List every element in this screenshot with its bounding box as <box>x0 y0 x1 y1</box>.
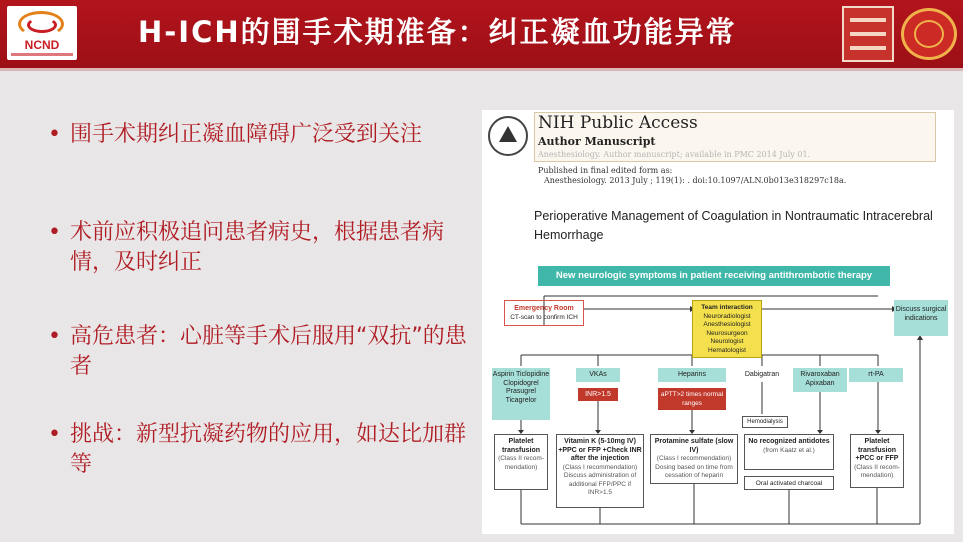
hemodialysis-box: Hemodialysis <box>742 416 788 428</box>
bullet-item: • 围手术期纠正凝血障碍广泛受到关注 <box>44 120 474 218</box>
antiplatelet-category: Aspirin Ticlopidine Clopidogrel Prasugrel Ticagrelor <box>492 368 550 420</box>
bullet-list <box>44 120 474 480</box>
rtpa-category: rt-PA <box>849 368 903 382</box>
vka-category: VKAs <box>576 368 620 382</box>
platelet-transfusion-box <box>494 434 548 490</box>
hospital-logo <box>842 6 894 62</box>
paper-excerpt <box>482 110 954 534</box>
citation-line: Anesthesiology. 2013 July ; 119(1): . doi:10.1097/ALN.0b013e318297c18a. <box>544 176 847 185</box>
nih-title: NIH Public Access <box>538 113 698 133</box>
rtpa-title: Platelet transfusion +PCC or FFP <box>855 438 899 462</box>
team-members: Neuroradiologist Anesthesiologist Neurosurgeon Neurologist Hematologist <box>703 312 751 354</box>
protamine-note: (Class I recommendation) Dosing based on time from cessation of heparin <box>655 455 733 479</box>
dabigatran-category: Dabigatran <box>736 368 788 382</box>
university-seal-logo <box>901 8 957 60</box>
published-line: Published in final edited form as: <box>538 166 673 175</box>
no-antidote-box <box>744 434 834 470</box>
flowchart-banner: New neurologic symptoms in patient receiving antithrombotic therapy <box>538 266 890 286</box>
rtpa-treatment-box <box>850 434 904 488</box>
platelet-title: Platelet transfusion <box>501 438 541 454</box>
protamine-title: Protamine sulfate (slow IV) <box>654 438 734 454</box>
bullet-item: • 挑战：新型抗凝药物的应用，如达比加群等 <box>44 420 474 480</box>
rivaroxaban-category: Rivaroxaban Apixaban <box>793 368 847 392</box>
nih-subtitle: Author Manuscript <box>538 135 656 148</box>
ncnd-logo-subline <box>11 53 73 56</box>
vitk-note: (Class I recommendation) Discuss administration of additional FFP/PPC if INR>1.5 <box>562 463 638 496</box>
bullet-item: • 高危患者：心脏等手术后服用“双抗”的患者 <box>44 322 474 420</box>
nih-availability-note: Anesthesiology. Author manuscript; available in PMC 2014 July 01. <box>538 150 811 159</box>
vitk-title: Vitamin K (5-10mg IV) +PPC or FFP +Check INR after the injection <box>558 438 642 462</box>
heparins-category: Heparins <box>658 368 726 382</box>
header-bar <box>0 0 963 68</box>
aptt-threshold: aPTT>2 times normal ranges <box>658 388 726 410</box>
ncnd-logo <box>7 6 77 60</box>
header-divider <box>0 68 963 71</box>
vitamin-k-box <box>556 434 644 508</box>
article-title: Perioperative Management of Coagulation in Nontraumatic Intracerebral Hemorrhage <box>534 209 933 242</box>
inr-threshold: INR>1.5 <box>578 388 618 401</box>
protamine-box <box>650 434 738 484</box>
discuss-surgery-box: Discuss surgical indications <box>894 300 948 336</box>
noantidote-title: No recognized antidotes <box>748 438 830 445</box>
noantidote-note: (from Kaatz et al.) <box>763 446 815 454</box>
er-title: Emergency Room <box>514 305 574 312</box>
slide-title: H-ICH的围手术期准备：纠正凝血功能异常 <box>138 15 737 49</box>
team-title: Team interaction <box>701 304 753 311</box>
rtpa-note: (Class II recom-mendation) <box>854 463 900 479</box>
charcoal-box: Oral activated charcoal <box>744 476 834 490</box>
er-subtitle: CT-scan to confirm ICH <box>510 314 578 321</box>
platelet-note: (Class II recom-mendation) <box>498 455 544 471</box>
bullet-item: • 术前应积极追问患者病史，根据患者病情，及时纠正 <box>44 218 474 322</box>
team-interaction-box <box>692 300 762 358</box>
ncnd-logo-mark-inner <box>27 17 57 33</box>
emergency-room-box <box>504 300 584 326</box>
ncnd-logo-text: NCND <box>24 38 60 52</box>
